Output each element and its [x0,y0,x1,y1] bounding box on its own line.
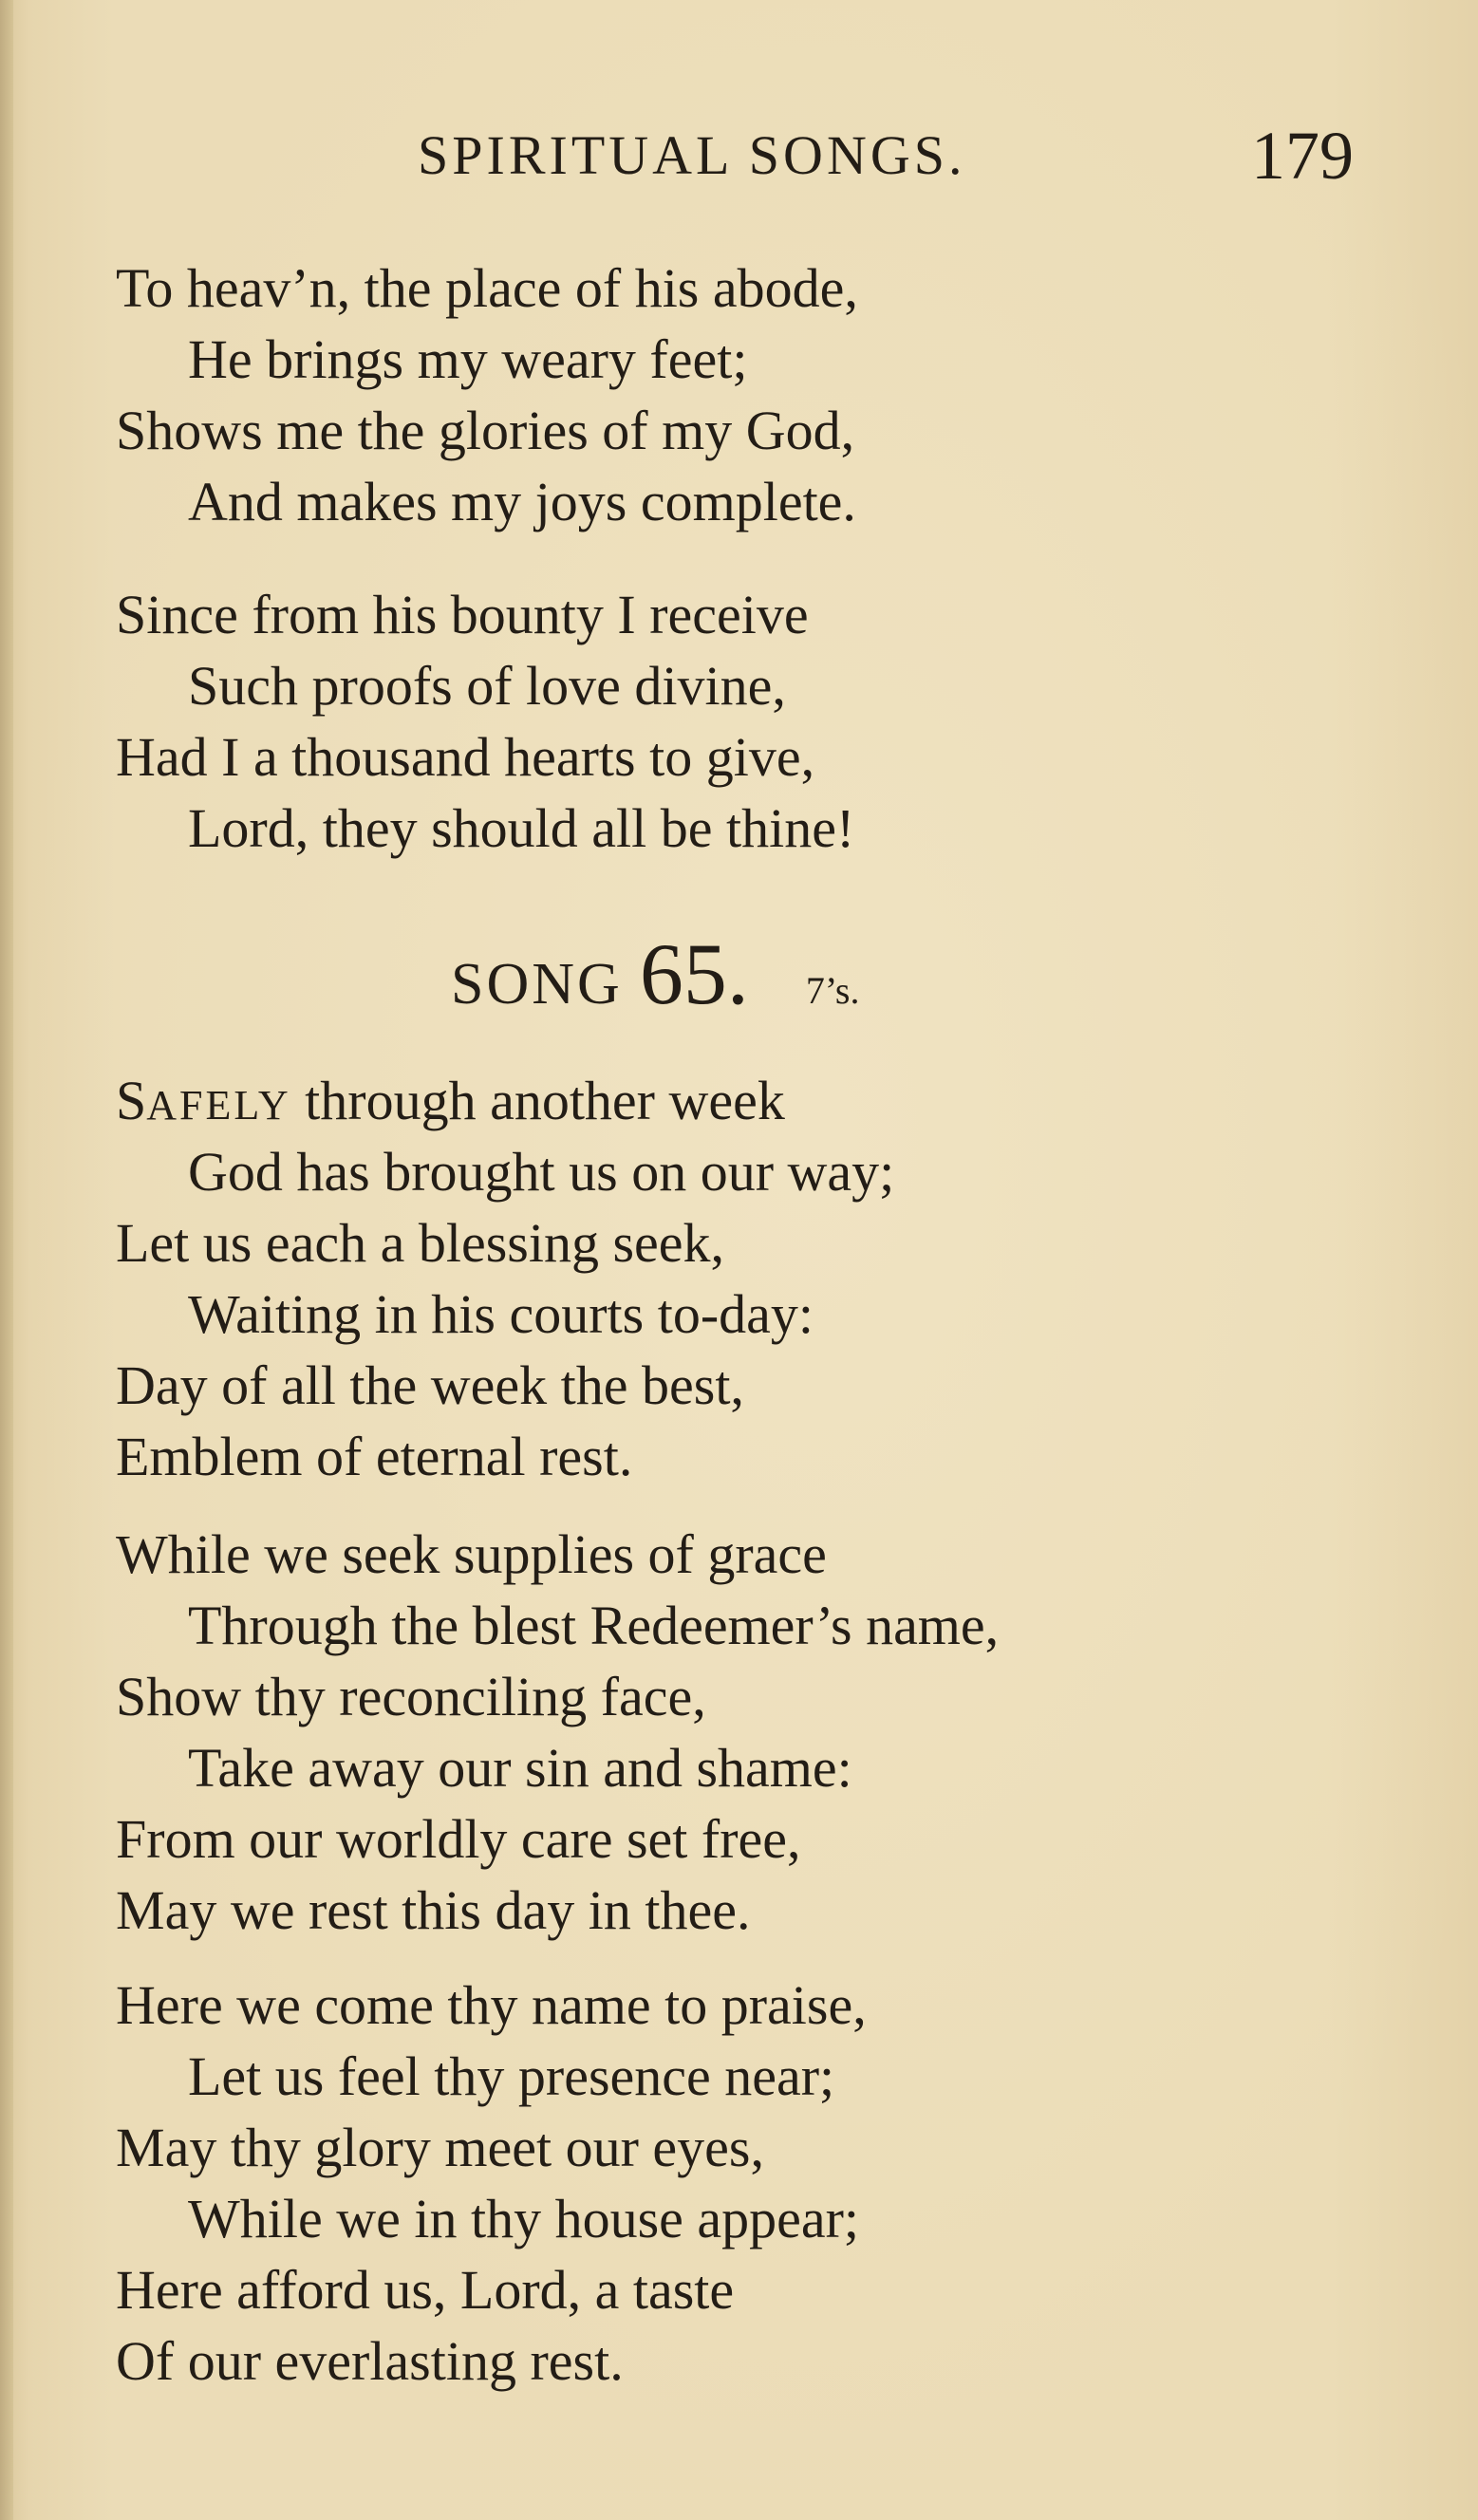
verse-line: Let us each a blessing seek, [116,1212,725,1274]
verse-line: Waiting in his courts to-day: [188,1283,814,1345]
verse-line: Emblem of eternal rest. [116,1426,633,1487]
verse-line: From our worldly care set free, [116,1808,801,1870]
song-meter: 7’s. [805,969,860,1012]
first-line-rest: through another week [290,1070,785,1131]
verse-line: Through the blest Redeemer’s name, [188,1595,1000,1656]
song-number: 65. [639,925,749,1022]
page-number: 179 [1251,118,1354,194]
verse-line: Show thy reconciling face, [116,1666,706,1727]
verse-line: Had I a thousand hearts to give, [116,726,815,788]
verse-line: To heav’n, the place of his abode, [116,257,858,319]
verse-line: He brings my weary feet; [188,328,748,390]
first-word-smallcaps: AFELY [146,1082,291,1129]
verse-line: And makes my joys complete. [188,471,856,532]
verse-line: Here we come thy name to praise, [116,1974,867,2036]
stanza [116,1519,999,1946]
verse-line: While we in thy house appear; [188,2188,860,2249]
stanza [116,579,854,864]
verse-line: Lord, they should all be thine! [188,797,855,859]
verse-line: May we rest this day in thee. [116,1879,751,1941]
verse-line: God has brought us on our way; [188,1141,895,1203]
verse-line: May thy glory meet our eyes, [116,2117,764,2178]
verse-line: Such proofs of love divine, [188,655,786,717]
song-heading [451,925,860,1022]
verse-line-first [116,1065,894,1136]
verse-line: Day of all the week the best, [116,1354,744,1416]
running-header: SPIRITUAL SONGS. [418,124,966,186]
verse-line: Shows me the glories of my God, [116,400,855,461]
verse-line: Here afford us, Lord, a taste [116,2259,735,2321]
stanza [116,1065,894,1492]
verse-line: While we seek supplies of grace [116,1523,827,1585]
stanza [116,1969,867,2397]
verse-line: Of our everlasting rest. [116,2330,624,2392]
verse-line: Let us feel thy presence near; [188,2045,835,2107]
page-spine-shadow [0,0,13,2520]
song-label: SONG [451,952,623,1017]
verse-line: Since from his bounty I receive [116,584,809,645]
first-word-initial: S [116,1070,147,1131]
stanza [116,252,858,537]
verse-line: Take away our sin and shame: [188,1737,852,1799]
